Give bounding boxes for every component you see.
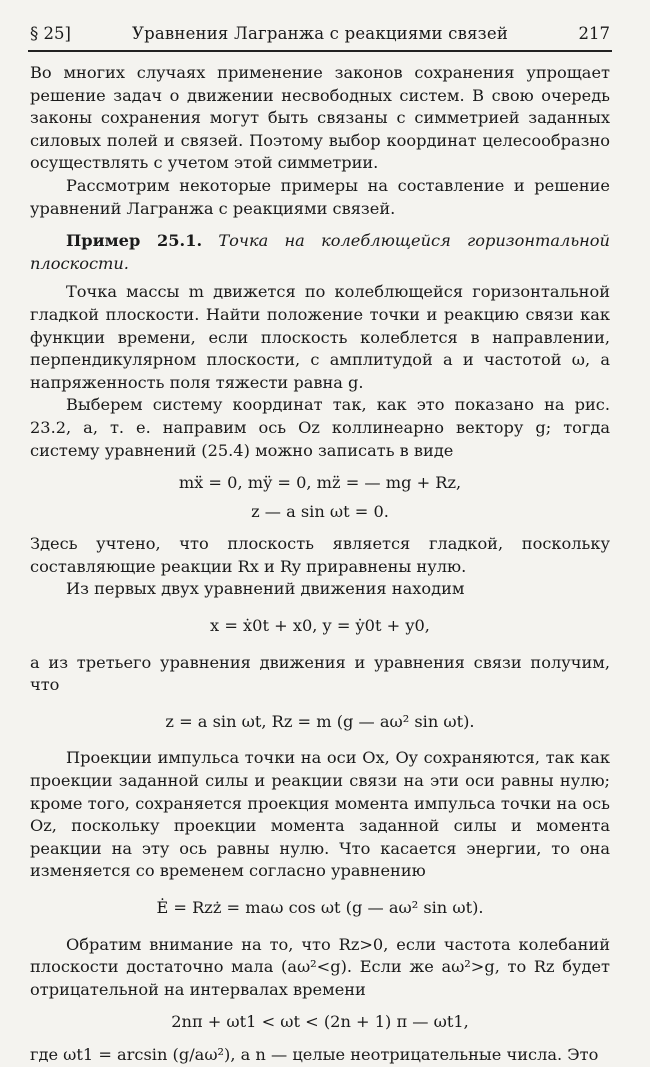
- page-number: 217: [578, 24, 610, 43]
- paragraph-reaction-sign: Обратим внимание на то, что Rz>0, если частота колебаний плоскости достаточно мала (aω²<g). Если же aω²>g, то Rz будет отрицательной на интервалах времени: [30, 934, 610, 999]
- paragraph-third: а из третьего уравнения движения и уравнения связи получим, что: [30, 652, 610, 695]
- equation-xy: x = ẋ0t + x0, y = ẏ0t + y0,: [210, 616, 430, 636]
- equation-constraint: z — a sin ωt = 0.: [251, 501, 389, 521]
- example-title: Точка на колеблющейся горизонтальной плоскости.: [30, 231, 610, 273]
- page-body: [30, 62, 610, 1067]
- paragraph-problem: Точка массы m движется по колеблющейся горизонтальной гладкой плоскости. Найти положение точки и реакцию связи как функции времени, если плоскость колеблется в направлении, перпендикулярном плоскости, с амплитудой a и частотой ω, а напряженность поля тяжести равна g.: [30, 282, 610, 392]
- equation-z-reaction: z = a sin ωt, Rz = m (g — aω² sin ωt).: [165, 711, 475, 731]
- paragraph-intro: Во многих случаях применение законов сохранения упрощает решение задач о движении несвободных систем. В свою очередь законы сохранения могут быть связаны с симметрией заданных силовых полей и связей. Поэтому выбор координат целесообразно осуществлять с учетом этой симметрии.: [30, 63, 610, 173]
- running-header: [30, 24, 610, 46]
- equation-interval: 2nπ + ωt1 < ωt < (2n + 1) π — ωt1,: [171, 1012, 469, 1032]
- paragraph-arcsin: где ωt1 = arcsin (g/aω²), а n — целые неотрицательные числа. Это: [30, 1044, 599, 1064]
- paragraph-examples: Рассмотрим некоторые примеры на составление и решение уравнений Лагранжа с реакциями связей.: [30, 175, 610, 218]
- paragraph-momentum: Проекции импульса точки на оси Ox, Oy сохраняются, так как проекции заданной силы и реакции связи на эти оси равны нулю; кроме того, сохраняется проекция момента импульса точки на ось Oz, поскольку проекции момента заданной силы и момента реакции на эту ось равны нулю. Что касается энергии, то она изменяется со временем согласно уравнению: [30, 748, 610, 881]
- paragraph-coordinates: Выберем систему координат так, как это показано на рис. 23.2, a, т. е. направим ось Oz коллинеарно вектору g; тогда систему уравнений (25.4) можно записать в виде: [30, 395, 610, 460]
- example-heading: [30, 230, 610, 275]
- paragraph-first-two: Из первых двух уравнений движения находим: [66, 579, 465, 599]
- paragraph-smooth: Здесь учтено, что плоскость является гладкой, поскольку составляющие реакции Rx и Ry приравнены нулю.: [30, 534, 610, 576]
- equation-motion: mẍ = 0, mÿ = 0, mz̈ = — mg + Rz,: [178, 473, 462, 493]
- header-rule: [28, 50, 612, 52]
- running-title: Уравнения Лагранжа с реакциями связей: [131, 24, 509, 43]
- section-mark: § 25]: [30, 24, 71, 43]
- example-label: Пример 25.1.: [66, 231, 203, 251]
- equation-energy: Ė = Rzż = maω cos ωt (g — aω² sin ωt).: [156, 898, 484, 917]
